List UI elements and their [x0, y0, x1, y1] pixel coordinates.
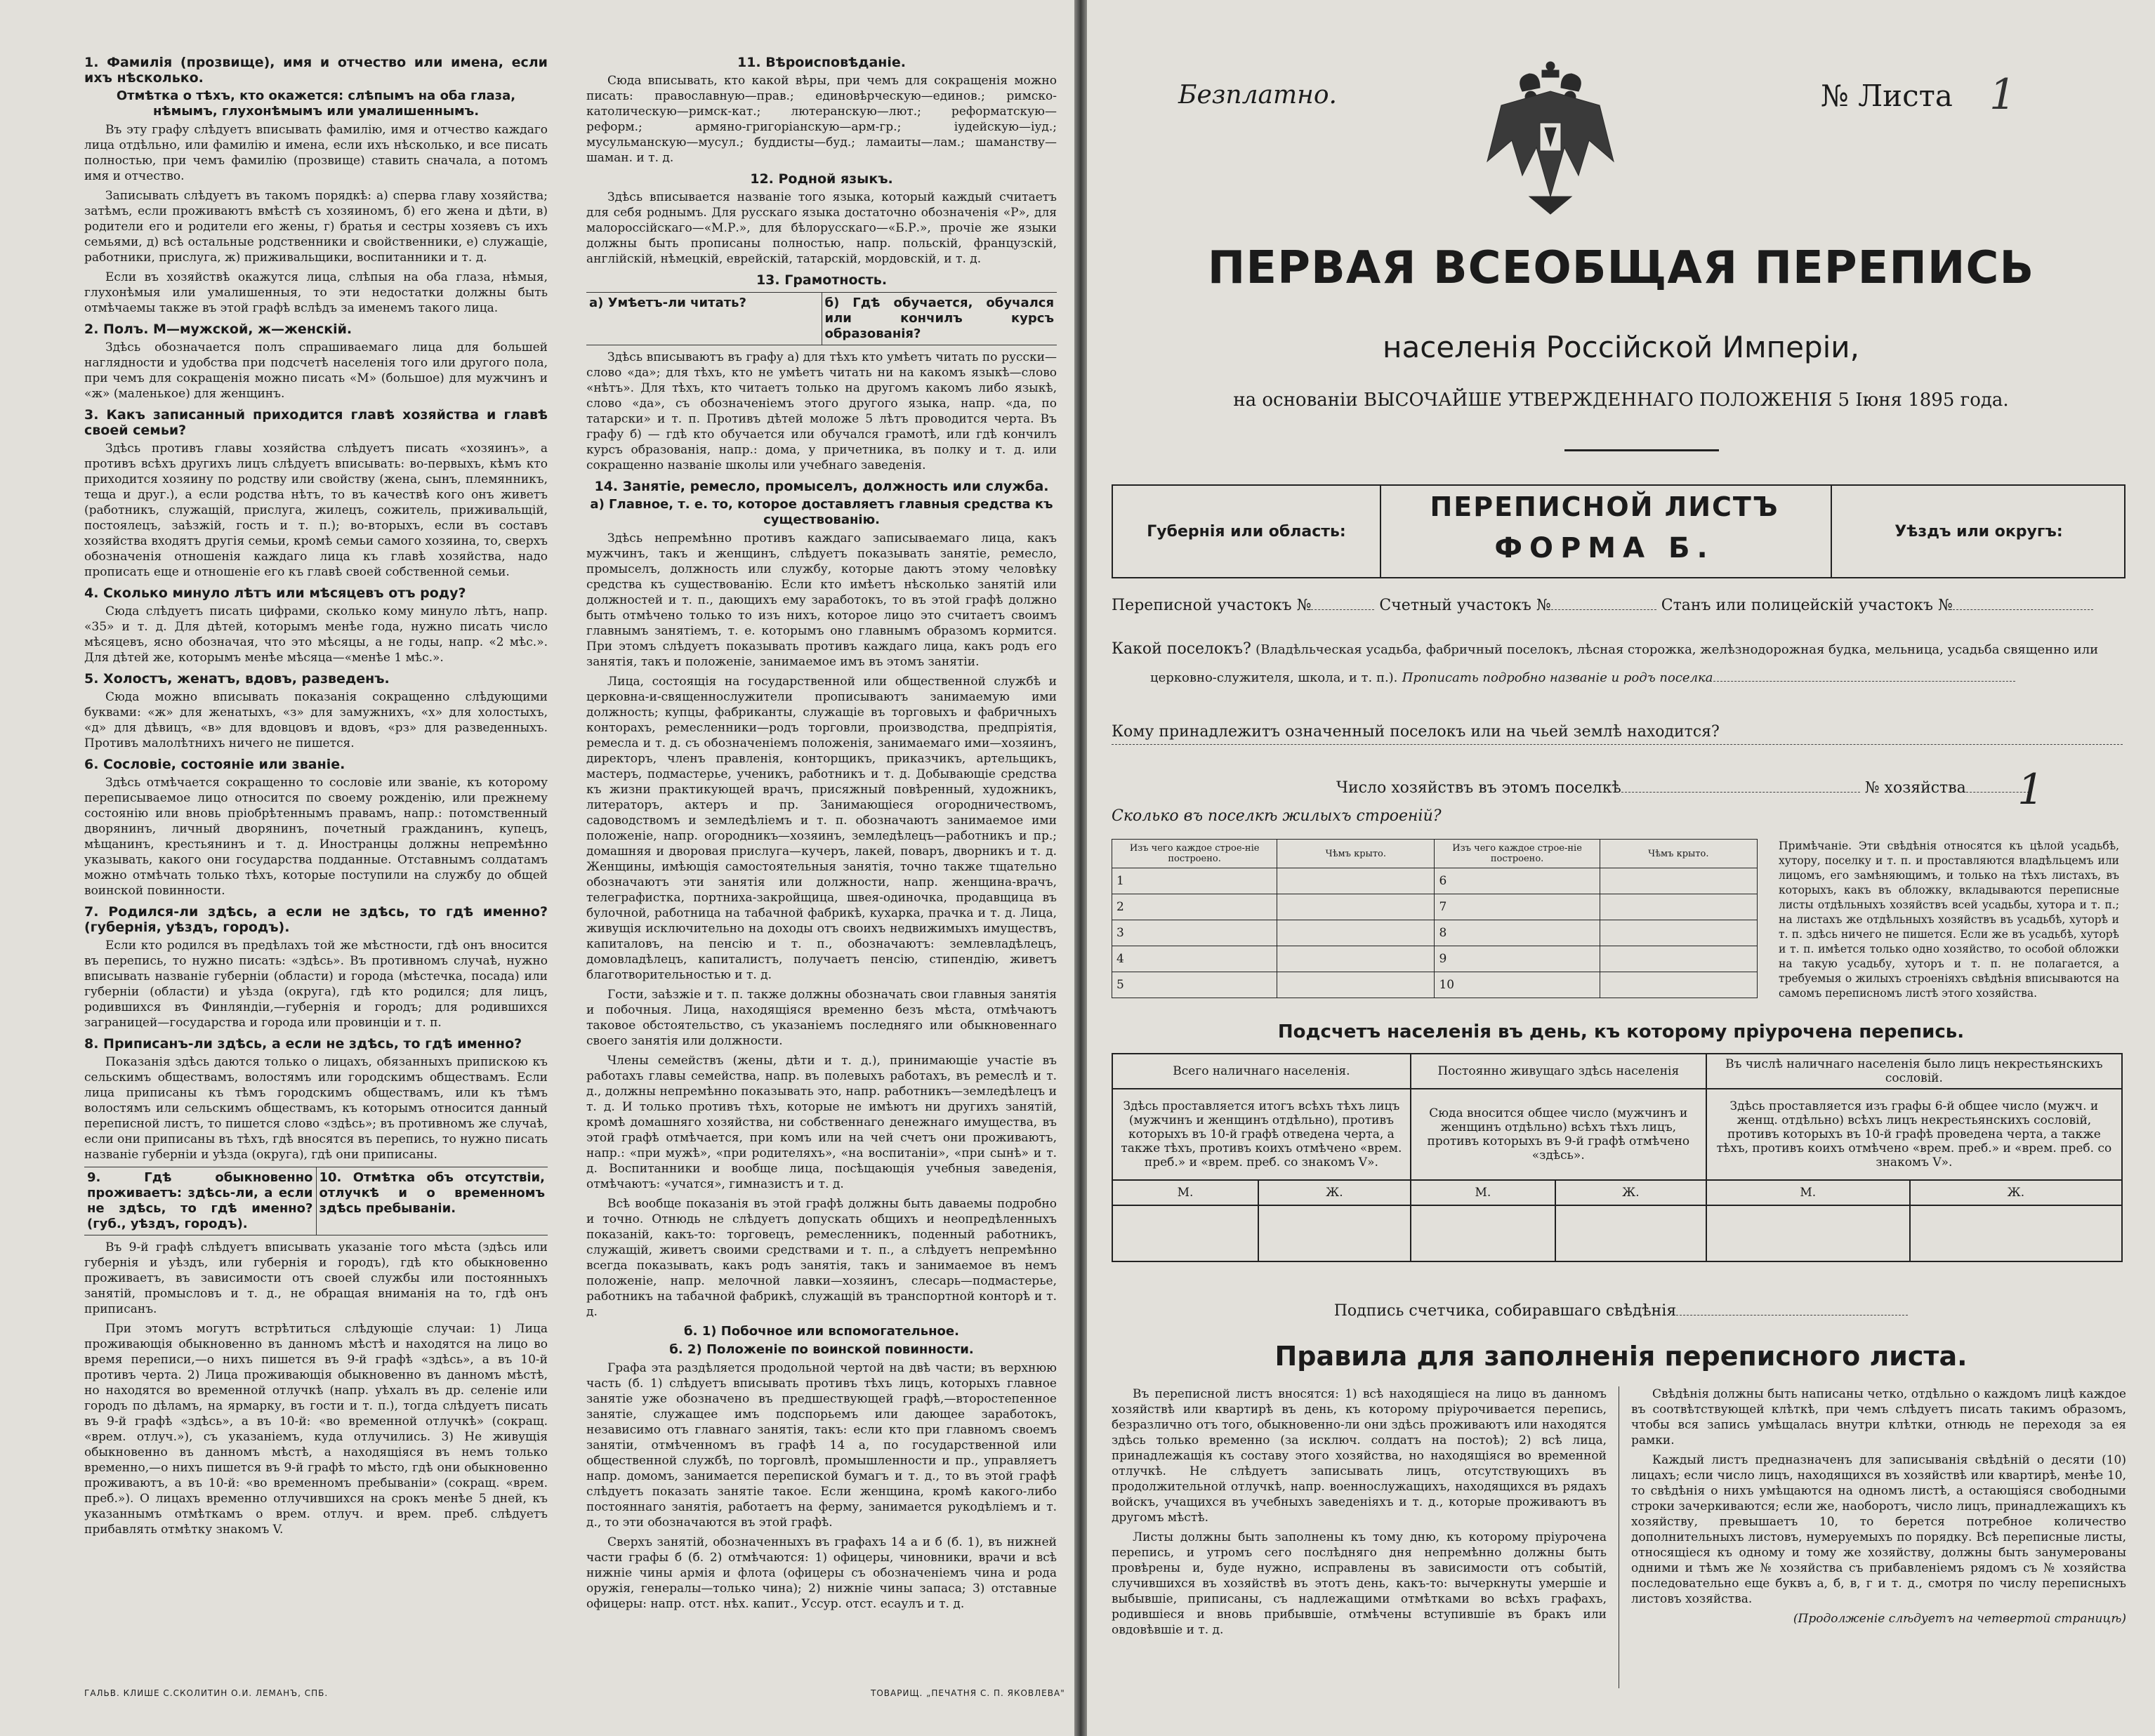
blank-cell — [1600, 972, 1757, 998]
roof-header: Чѣмъ крыто. — [1277, 840, 1435, 868]
paragraph: Здѣсь непремѣнно противъ каждаго записываемаго лица, какъ мужчинъ, такъ и женщинъ, слѣдуетъ показывать занятіе, ремесло, промыселъ, должность или службу, которые даютъ этому человѣку средства къ существованію. Если кто имѣетъ нѣсколько занятій или должностей и т. п., дающихъ ему заработокъ, то въ этой графѣ должно быть отмѣчено только то изъ нихъ, которое лицо это считаетъ своимъ главнымъ занятіемъ, т. е. которымъ оно главнымъ образомъ кормится. При этомъ слѣдуетъ показывать противъ каждаго лица, какъ родъ его занятія, такъ и положеніе, занимаемое имъ въ этомъ занятіи. — [586, 531, 1057, 669]
blank-cell — [1277, 868, 1435, 894]
blank-cell — [1600, 946, 1757, 972]
blank-cell — [1277, 972, 1435, 998]
split-heading-right: б) Гдѣ обучается, обучался или кончилъ курсъ образованія? — [822, 293, 1057, 345]
paragraph: Сюда слѣдуетъ писать цифрами, сколько кому минуло лѣтъ, напр. «35» и т. д. Для дѣтей, которымъ менѣе года, нужно писать число мѣсяцевъ, ясно обозначая, что это мѣсяцы, а не годы, напр. «2 мѣс.». Для дѣтей же, которымъ менѣе мѣсяца—«менѣе 1 мѣс.». — [84, 604, 548, 665]
stan-label: Станъ или полицейскій участокъ № — [1661, 597, 1953, 614]
census-title: ПЕРВАЯ ВСЕОБЩАЯ ПЕРЕПИСЬ — [1207, 242, 2035, 294]
page-gutter — [1074, 0, 1087, 1736]
section-heading: а) Главное, т. е. то, которое доставляетъ главныя средства къ существованію. — [590, 497, 1053, 527]
male-label: М. — [1706, 1180, 1910, 1205]
paragraph: Здѣсь противъ главы хозяйства слѣдуетъ писать «хозяинъ», а противъ всѣхъ другихъ лицъ слѣдуетъ вписывать: во-первыхъ, кѣмъ кто приходится хозяину по родству или свойству (жена, сынъ, племянникъ, теща и друг.), а если родства нѣтъ, то въ качествѣ кого онъ живетъ (работникъ, служащій, прислуга, жилецъ, сожитель, приживальщій, постоялецъ, заѣзжій, гость и т. п.); во-вторыхъ, если въ составъ хозяйства входятъ другія семьи, кромѣ семьи самого хозяина, то, сверхъ обозначенія отношенія каждаго лица къ главѣ хозяйства, надо прописать еще и отношеніе его къ главѣ своей собственной семьи. — [84, 442, 548, 579]
buildings-table-header — [1112, 840, 1758, 868]
form-title — [1380, 486, 1829, 577]
row-number: 1 — [1112, 868, 1277, 894]
section-heading: б. 2) Положеніе по воинской повинности. — [669, 1342, 974, 1357]
left-column-2 — [586, 49, 1057, 1616]
female-label: Ж. — [1555, 1180, 1706, 1205]
paragraph: Сюда вписывать, кто какой вѣры, при чемъ для сокращенія можно писать: православную—прав.; единовѣрческую—единов.; римско-католическую—римск-кат.; лютеранскую—лют.; реформатскую—реформ.; армяно-григоріанскую—арм-гр.; іудейскую—іуд.; мусульманскую—мусул.; буддисты—буд.; ламаиты—лам.; шаманству—шаман. и т. д. — [586, 74, 1057, 165]
population-table — [1112, 1053, 2123, 1262]
section-heading: 5. Холостъ, женатъ, вдовъ, разведенъ. — [84, 671, 390, 687]
blank-cell — [1277, 920, 1435, 946]
row-number: 3 — [1112, 920, 1277, 946]
owner-line — [1112, 744, 2123, 745]
table-row — [1112, 946, 1758, 972]
split-heading — [586, 292, 1057, 345]
blank-cell — [1600, 868, 1757, 894]
form-label: ФОРМА Б. — [1494, 532, 1715, 564]
printer-credit-left: ГАЛЬВ. КЛИШЕ С.СКОЛИТИН О.И. ЛЕМАНЪ, СПБ. — [84, 1688, 329, 1698]
non-peasant-desc: Здѣсь проставляется изъ графы 6-й общее число (мужч. и женщ. отдѣльно) всѣхъ лицъ некрестьянскихъ сословій, противъ которыхъ въ 10-й графѣ проведена черта, а также тѣхъ, противъ коихъ отмѣчено «врем. преб.» и «врем. преб. со знакомъ V». — [1706, 1089, 2122, 1180]
buildings-label: Сколько въ поселкѣ жилыхъ строеній? — [1112, 807, 1442, 825]
section-heading: 7. Родился-ли здѣсь, а если не здѣсь, то гдѣ именно? (губернія, уѣздъ, городъ). — [84, 904, 548, 935]
blank-cell — [1910, 1205, 2122, 1261]
total-present-desc: Здѣсь проставляется итогъ всѣхъ тѣхъ лицъ (мужчинъ и женщинъ отдѣльно), противъ которыхъ въ 10-й графѣ отведена черта, а также тѣхъ, противъ коихъ отмѣчено «врем. преб.» и «врем. преб. со знакомъ V». — [1112, 1089, 1411, 1180]
row-number: 8 — [1435, 920, 1600, 946]
material-header-2: Изъ чего каждое строе-ніе построено. — [1435, 840, 1600, 868]
buildings-table — [1112, 839, 1758, 998]
settlement-hint: (Владѣльческая усадьба, фабричный поселокъ, лѣсная сторожка, желѣзнодорожная будка, мельница, усадьба священно или — [1256, 642, 2099, 657]
paragraph: Здѣсь вписываютъ въ графу а) для тѣхъ кто умѣетъ читать по русски—слово «да»; для тѣхъ, кто не умѣетъ читать ни на какомъ языкѣ—слово «нѣтъ». Для тѣхъ, кто читаетъ только на другомъ какомъ либо языкѣ, слово «да», съ обозначеніемъ этого другого языка, напр. «да, по татарски» и т. п. Противъ дѣтей моложе 5 лѣтъ проводится черта. Въ графу б) — гдѣ кто обучается или обучался грамотѣ, или гдѣ кончилъ курсъ образованія, напр.: дома, у причетника, въ полку и т. д. или сокращенно названіе школы или учебнаго заведенія. — [586, 350, 1057, 472]
section-heading: 14. Занятіе, ремесло, промыселъ, должность или служба. — [594, 479, 1049, 494]
printer-credit-right: ТОВАРИЩ. „ПЕЧАТНЯ С. П. ЯКОВЛЕВА" — [871, 1688, 1065, 1698]
settlement-line — [1112, 635, 2123, 691]
population-table-desc — [1112, 1089, 2122, 1180]
section-heading: 11. Вѣроисповѣданіе. — [737, 55, 907, 70]
signature-line — [1087, 1302, 2155, 1320]
table-row — [1112, 972, 1758, 998]
form-header-box — [1112, 484, 2126, 578]
table-row — [1112, 868, 1758, 894]
paragraph: Если въ хозяйствѣ окажутся лица, слѣпыя на оба глаза, нѣмыя, глухонѣмыя или умалишенныя, то эти недостатки должны быть отмѣчаемы также въ этой графѣ вслѣдъ за именемъ такого лица. — [84, 270, 548, 315]
paragraph: Графа эта раздѣляется продольной чертой на двѣ части; въ верхнюю часть (б. 1) слѣдуетъ вписывать противъ тѣхъ лицъ, которыхъ главное занятіе уже обозначено въ предшествующей графѣ,—второстепенное занятіе, служащее имъ подспорьемъ или дающее заработокъ, независимо отъ главнаго занятія, такъ: если кто при главномъ своемъ занятіи, отмѣченномъ въ графѣ 14 а, по государственной или общественной службѣ, по торговлѣ, промышленности и пр., управляетъ напр. домомъ, занимается перепиской бумагъ и т. д., то въ этой графѣ слѣдуетъ показать занятіе такое. Если женщина, кромѣ какого-либо постояннаго занятія, работаетъ на ферму, занимается рукодѣліемъ и т. д., то эти обозначаются въ этой графѣ. — [586, 1361, 1057, 1530]
sheet-number-value: 1 — [1989, 70, 2017, 119]
uezd-label: Уѣздъ или округъ: — [1831, 486, 2126, 577]
section-heading: 8. Приписанъ-ли здѣсь, а если не здѣсь, то гдѣ именно? — [84, 1036, 522, 1052]
paragraph: Здѣсь обозначается полъ спрашиваемаго лица для большей наглядности и удобства при подсчетѣ населенія того или другого пола, при чемъ для сокращенія можно писать «М» (большое) для мужчинъ и «ж» (маленькое) для женщинъ. — [84, 340, 548, 401]
paragraph: Въ 9-й графѣ слѣдуетъ вписывать указаніе того мѣста (здѣсь или губернія и уѣздъ, или губернія и городъ), гдѣ кто обыкновенно проживаетъ, въ зависимости отъ своей службы или постоянныхъ занятій, промысловъ и т. д., не обращая вниманія на то, гдѣ онъ приписанъ. — [84, 1240, 548, 1316]
permanent-desc: Сюда вносится общее число (мужчинъ и женщинъ отдѣльно) всѣхъ тѣхъ лицъ, противъ которыхъ въ 9-й графѣ отмѣчено «здѣсь». — [1411, 1089, 1706, 1180]
non-peasant-header: Въ числѣ наличнаго населенія было лицъ некрестьянскихъ сословій. — [1706, 1054, 2122, 1089]
rules-paragraph: Въ переписной листъ вносятся: 1) всѣ находящіеся на лицо въ данномъ хозяйствѣ или квартирѣ въ день, къ которому пріурочивается перепись, безразлично отъ того, обыкновенно-ли они здѣсь проживаютъ или находятся здѣсь только временно (за исключ. солдатъ на постоѣ); 2) всѣ лица, принадлежащія къ составу этого хозяйства, но находящіяся во временной отлучкѣ. Не слѣдуетъ записывать лицъ, отсутствующихъ въ продолжительной отлучкѣ, напр. военнослужащихъ, находящихся въ рядахъ войскъ, учащихся въ учебныхъ заведеніяхъ и т. д., которые проживаютъ въ другомъ мѣстѣ. — [1112, 1387, 1607, 1525]
signature-label: Подпись счетчика, собиравшаго свѣдѣнія — [1333, 1302, 1677, 1320]
right-page — [1087, 0, 2155, 1736]
rules-paragraph: Свѣдѣнія должны быть написаны четко, отдѣльно о каждомъ лицѣ каждое въ соотвѣтствующей клѣткѣ, при чемъ слѣдуетъ писать такимъ образомъ, чтобы вся запись умѣщалась внутри клѣтки, отнюдь не переходя за ея рамки. — [1631, 1387, 2126, 1447]
census-basis: на основаніи ВЫСОЧАЙШЕ УТВЕРЖДЕННАГО ПОЛОЖЕНІЯ 5 Іюня 1895 года. — [1233, 390, 2009, 411]
settlement-hint-2: церковно-служителя, школа, и т. п.). — [1150, 670, 1398, 685]
row-number: 7 — [1435, 894, 1600, 920]
paragraph: Лица, состоящія на государственной или общественной службѣ и церковна-и-священнослужители прописываютъ занимаемую ими должность; купцы, фабриканты, служащіе въ торговыхъ и фабричныхъ конторахъ, ремесленники—родъ торговли, производства, предпріятія, ремесла и т. д. съ обозначеніемъ положенія, занимаемаго ими—хозяинъ, директоръ, членъ правленія, конторщикъ, приказчикъ, артельщикъ, мастеръ, подмастерье, ученикъ, работникъ и т. д. Добывающіе средства къ жизни практикующей врачъ, присяжный повѣренный, художникъ, литераторъ, актеръ и пр. Занимающіеся огородничествомъ, садоводствомъ и земледѣліемъ и т. п. обозначаютъ занимаемое ими положеніе, напр. огородникъ—хозяинъ, земледѣлецъ—работникъ и пр.; домашняя и дворовая прислуга—кучеръ, лакей, поваръ, дворникъ и т. д. Женщины, имѣющія самостоятельныя занятія, точно также тщательно обозначаютъ эти занятія или должности, напр. женщина-врачъ, телеграфистка, портниха-закройщица, швея-одиночка, продавщица въ булочной, работница на табачной фабрикѣ, кухарка, прачка и т. д. Лица, живущія исключительно на доходы отъ своихъ недвижимыхъ имуществъ, капиталовъ, на пенсію и т. п., обозначаютъ: землевладѣлецъ, домовладѣлецъ, капиталистъ, получаетъ пенсію, стипендію, живетъ благотворительностью и т. д. — [586, 675, 1057, 982]
rules-title: Правила для заполненія переписного листа. — [1274, 1341, 1968, 1372]
rules-column-1 — [1112, 1386, 1607, 1642]
paragraph: Показанія здѣсь даются только о лицахъ, обязанныхъ припискою къ сельскимъ обществамъ, волостямъ или городскимъ обществамъ. Если лица приписаны къ тѣмъ городскимъ обществамъ, или къ тѣмъ волостямъ или сельскимъ обществамъ, къ которымъ относится данный переписной листъ, то пишется слово «здѣсь»; въ противномъ же случаѣ, если они приписаны въ тѣхъ, гдѣ вносятся въ перепись, то нужно писать названіе губерніи и уѣзда (округа), гдѣ они приписаны. — [84, 1055, 548, 1162]
households-line — [1336, 779, 2123, 797]
imperial-eagle-icon — [1480, 56, 1621, 227]
split-heading-right: 10. Отмѣтка объ отсутствіи, отлучкѣ и о временномъ здѣсь пребываніи. — [316, 1167, 548, 1235]
households-count-label: Число хозяйствъ въ этомъ поселкѣ — [1336, 779, 1621, 797]
blank-cell — [1600, 894, 1757, 920]
blank-cell — [1277, 946, 1435, 972]
precinct-line — [1112, 597, 2123, 614]
row-number: 10 — [1435, 972, 1600, 998]
paragraph: Въ эту графу слѣдуетъ вписывать фамилію, имя и отчество каждаго лица отдѣльно, или фамилію и имена, если ихъ нѣсколько, и все писать полностью, при чемъ фамилію (прозвище) ставить сначала, а потомъ имя и отчество. — [84, 123, 548, 183]
continued-note: (Продолженіе слѣдуетъ на четвертой страницѣ) — [1793, 1612, 2126, 1626]
paragraph: Здѣсь вписывается названіе того языка, который каждый считаетъ для себя роднымъ. Для русскаго языка достаточно обозначенія «Р», для малороссійскаго—«М.Р.», для бѣлорусскаго—«Б.Р.», прочіе же языки должны быть прописаны полностью, напр. польскій, французскій, англійскій, нѣмецкій, еврейскій, татарскій, мордовскій, и т. д. — [586, 190, 1057, 266]
table-row — [1112, 894, 1758, 920]
blank-cell — [1411, 1205, 1555, 1261]
row-number: 9 — [1435, 946, 1600, 972]
material-header: Изъ чего каждое строе-ніе построено. — [1112, 840, 1277, 868]
paragraph: Записывать слѣдуетъ въ такомъ порядкѣ: а) сперва главу хозяйства; затѣмъ, если проживаютъ вмѣстѣ съ хозяиномъ, б) его жена и дѣти, в) родители его и родители его жены, г) братья и сестры хозяевъ съ ихъ семьями, д) всѣ остальные родственники и свойственники, е) служащіе, работники, прислуга, ж) приживальщики, воспитанники и т. д. — [84, 189, 548, 265]
count-title: Подсчетъ населенія въ день, къ которому пріурочена перепись. — [1277, 1021, 1965, 1042]
row-number: 6 — [1435, 868, 1600, 894]
section-heading: 13. Грамотность. — [756, 272, 888, 288]
section-heading: 3. Какъ записанный приходится главѣ хозяйства и главѣ своей семьи? — [84, 407, 548, 438]
paragraph: Если кто родился въ предѣлахъ той же мѣстности, гдѣ онъ вносится въ перепись, то нужно писать: «здѣсь». Въ противномъ случаѣ, нужно вписывать названіе губерніи (области) и города (мѣстечка, посада) или губерніи (области) и уѣзда (округа), гдѣ кто родился; для лицъ, родившихся въ Финляндіи,—губернія и городъ; для родившихся заграницей—государства и города или провинціи и т. п. — [84, 939, 548, 1030]
permanent-header: Постоянно живущаго здѣсь населенія — [1411, 1054, 1706, 1089]
owner-label: Кому принадлежитъ означенный поселокъ или на чьей землѣ находится? — [1112, 723, 1720, 741]
female-label: Ж. — [1910, 1180, 2122, 1205]
section-heading: 12. Родной языкъ. — [750, 171, 893, 187]
paragraph: Гости, заѣзжіе и т. п. также должны обозначать свои главныя занятія и побочныя. Лица, находящіяся временно безъ мѣста, отмѣчаютъ таковое обстоятельство, съ указаніемъ последняго или обыкновеннаго своего занятія или должности. — [586, 988, 1057, 1048]
list-title: ПЕРЕПИСНОЙ ЛИСТЪ — [1430, 491, 1779, 522]
male-label: М. — [1411, 1180, 1555, 1205]
paragraph: При этомъ могутъ встрѣтиться слѣдующіе случаи: 1) Лица проживающія обыкновенно въ данномъ мѣстѣ и находятся на лицо во время переписи,—о нихъ пишется въ 9-й графѣ «здѣсь», а въ 10-й противъ черта. 2) Лица проживающія обыкновенно въ данномъ мѣстѣ, но находятся во временной отлучкѣ (напр. уѣхалъ въ др. селеніе или городъ по дѣламъ, на ярмарку, въ гости и т. п.), тогда слѣдуетъ писать въ 9-й графѣ «здѣсь», а въ 10-й: «во временной отлучкѣ» (сокращ. «врем. отлуч.»), съ указаніемъ, куда отлучились. 3) Не живущія обыкновенно въ данномъ мѣстѣ, а находящіяся въ немъ только временно,—о нихъ пишется въ 9-й графѣ то мѣсто, гдѣ они обыкновенно проживаютъ, а въ 10-й: «во временномъ пребываніи» (сокращ. «врем. преб.»). О лицахъ временно отлучившихся на срокъ менѣе 5 дней, къ указаннымъ отмѣткамъ о врем. отлуч. и врем. преб. слѣдуетъ прибавлять отмѣтку знакомъ V. — [84, 1322, 548, 1537]
section-heading: 6. Сословіе, состояніе или званіе. — [84, 757, 345, 772]
roof-header-2: Чѣмъ крыто. — [1600, 840, 1757, 868]
split-heading-left: а) Умѣетъ-ли читать? — [589, 296, 746, 310]
sex-header-row — [1112, 1180, 2122, 1205]
blank-cell — [1277, 894, 1435, 920]
table-row — [1112, 920, 1758, 946]
rules-paragraph: Каждый листъ предназначенъ для записыванія свѣдѣній о десяти (10) лицахъ; если число лицъ, находящихся въ хозяйствѣ или квартирѣ, менѣе 10, то свѣдѣнія о нихъ умѣщаются на одномъ листѣ, а остающіяся свободными строки зачеркиваются; если же, наоборотъ, число лицъ, принадлежащихъ къ хозяйству, превышаетъ 10, то берется потребное количество дополнительныхъ листовъ, нумеруемыхъ по порядку. Всѣ переписные листы, относящіеся къ одному и тому же хозяйству, должны быть занумерованы одними и тѣмъ же № хозяйства съ прибавленіемъ рядомъ съ № хозяйства последовательно еще буквъ а, б, в, г и т. д., смотря по числу переписныхъ листовъ хозяйства. — [1631, 1453, 2126, 1606]
household-number-label: № хозяйства — [1864, 779, 1966, 797]
paragraph: Всѣ вообще показанія въ этой графѣ должны быть даваемы подробно и точно. Отнюдь не слѣдуетъ допускать общихъ и неопредѣленныхъ показаній, какъ-то: торговецъ, ремесленникъ, поденный работникъ, служащій, живетъ своими средствами и т. п., а слѣдуетъ непремѣнно всегда показывать, какъ родъ занятія, такъ и занимаемое въ немъ положеніе, напр. мелочной лавки—хозяинъ, слесарь—подмастерье, работникъ на табачной фабрикѣ, служащій въ транспортной конторѣ и т. д. — [586, 1197, 1057, 1319]
row-number: 4 — [1112, 946, 1277, 972]
row-number: 2 — [1112, 894, 1277, 920]
free-label: Безплатно. — [1178, 81, 1337, 110]
buildings-note: Примѣчаніе. Эти свѣдѣнія относятся къ цѣлой усадьбѣ, хутору, поселку и т. п. и проставляются владѣльцемъ или лицомъ, его замѣняющимъ, и только на тѣхъ листахъ, въ которыхъ, какъ въ обложку, вкладываются переписные листы отдѣльныхъ хозяйствъ всей усадьбы, хутора и т. п.; на листахъ же отдѣльныхъ хозяйствъ въ усадьбѣ, хуторѣ и т. п. здѣсь ничего не пишется. Если же въ усадьбѣ, хуторѣ и т. п. имѣется только одно хозяйство, то особой обложки на такую усадьбу, хуторъ и т. п. не полагается, а требуемыя о жилыхъ строеніяхъ свѣдѣнія вписываются на самомъ переписномъ листѣ этого хозяйства. — [1779, 840, 2119, 1000]
settlement-instruction: Прописать подробно названіе и родъ поселка — [1402, 670, 1713, 685]
blank-cell — [1112, 1205, 1258, 1261]
census-subtitle: населенія Россійской Имперіи, — [1383, 330, 1859, 364]
paragraph: Здѣсь отмѣчается сокращенно то сословіе или званіе, къ которому переписываемое лицо относится по своему рожденію, или прежнему состоянію или вновь пріобрѣтеннымъ правамъ, напр.: потомственный дворянинъ, личный дворянинъ, почетный гражданинъ, купецъ, мѣщанинъ, крестьянинъ и т. д. Иностранцы должны непремѣнно указывать, какого они государства подданные. Отставнымъ солдатамъ можно отмѣчать только тѣхъ, которые поступили на службу до общей воинской повинности. — [84, 776, 548, 898]
section-heading: 1. Фамилія (прозвище), имя и отчество или имена, если ихъ нѣсколько. — [84, 55, 548, 86]
section-heading: б. 1) Побочное или вспомогательное. — [684, 1324, 959, 1339]
row-number: 5 — [1112, 972, 1277, 998]
rules-paragraph: Листы должны быть заполнены къ тому дню, къ которому пріурочена перепись, и утромъ сего послѣдняго дня непремѣнно должны быть провѣрены и, буде нужно, исправлены въ зависимости отъ событій, случившихся въ хозяйствѣ въ этотъ день, какъ-то: вычеркнуты умершіе и выбывшіе, приписаны, съ надлежащими отмѣтками во всѣхъ графахъ, родившіеся и вновь прибывшіе, отмѣчены вступившіе въ бракъ или овдовѣвшіе и т. д. — [1112, 1530, 1607, 1637]
section-heading: 2. Полъ. М—мужской, ж—женскій. — [84, 322, 352, 337]
section-heading: Отмѣтка о тѣхъ, кто окажется: слѣпымъ на оба глаза, нѣмымъ, глухонѣмымъ или умалишеннымъ. — [116, 88, 516, 119]
sheet-number-label: № Листа — [1821, 79, 1953, 113]
count-precinct-label: Счетный участокъ № — [1379, 597, 1551, 614]
total-present-header: Всего наличнаго населенія. — [1112, 1054, 1411, 1089]
household-number-value: 1 — [2017, 765, 2045, 814]
title-divider — [1564, 449, 1719, 451]
left-page — [0, 0, 1074, 1736]
rules-column-2 — [1631, 1386, 2126, 1631]
blank-cell — [1600, 920, 1757, 946]
left-column-1 — [84, 49, 548, 1542]
gubernia-label: Губернія или область: — [1113, 486, 1381, 577]
paragraph: Сюда можно вписывать показанія сокращенно слѣдующими буквами: «ж» для женатыхъ, «з» для замужнихъ, «х» для холостыхъ, «д» для дѣвицъ, «в» для вдовцовъ и вдовъ, «рз» для разведенныхъ. Противъ малолѣтнихъ ничего не пишется. — [84, 690, 548, 750]
blank-cell — [1555, 1205, 1706, 1261]
split-heading-left: 9. Гдѣ обыкновенно проживаетъ: здѣсь-ли, а если не здѣсь, то гдѣ именно? (губ., уѣздъ, городъ). — [87, 1170, 313, 1231]
count-values-row — [1112, 1205, 2122, 1261]
settlement-label: Какой поселокъ? — [1112, 640, 1251, 658]
blank-cell — [1258, 1205, 1411, 1261]
split-heading — [84, 1167, 548, 1235]
male-label: М. — [1112, 1180, 1258, 1205]
female-label: Ж. — [1258, 1180, 1411, 1205]
population-table-header — [1112, 1054, 2122, 1089]
paragraph: Сверхъ занятій, обозначенныхъ въ графахъ 14 а и б (б. 1), въ нижней части графы б (б. 2) отмѣчаются: 1) офицеры, чиновники, врачи и всѣ нижніе чины армія и флота (офицеры съ обозначеніемъ чина и рода оружія, генералы—только чина); 2) нижніе чины запаса; 3) отставные офицеры: напр. отст. нѣх. капит., Уссур. отст. есаулъ и т. д. — [586, 1535, 1057, 1611]
paragraph: Члены семействъ (жены, дѣти и т. д.), принимающіе участіе въ работахъ главы семейства, напр. въ полевыхъ работахъ, въ ремеслѣ и т. д., должны непремѣнно показывать это, напр. работникъ—земледѣлецъ и т. д. И только противъ тѣхъ, которые не имѣютъ ни другихъ занятій, кромѣ домашняго хозяйства, ни собственнаго денежнаго имущества, въ этой графѣ отмѣчается, при комъ или на чей счетъ они проживаютъ, напр.: «при мужѣ», «при родителяхъ», «на воспитаніи», «при сынѣ» и т. д. Воспитанники и вообще лица, посѣщающія учебныя заведенія, отмѣчаютъ: «учатся», гимназистъ и т. д. — [586, 1054, 1057, 1191]
blank-cell — [1706, 1205, 1910, 1261]
section-heading: 4. Сколько минуло лѣтъ или мѣсяцевъ отъ роду? — [84, 585, 466, 601]
census-precinct-label: Переписной участокъ № — [1112, 597, 1312, 614]
